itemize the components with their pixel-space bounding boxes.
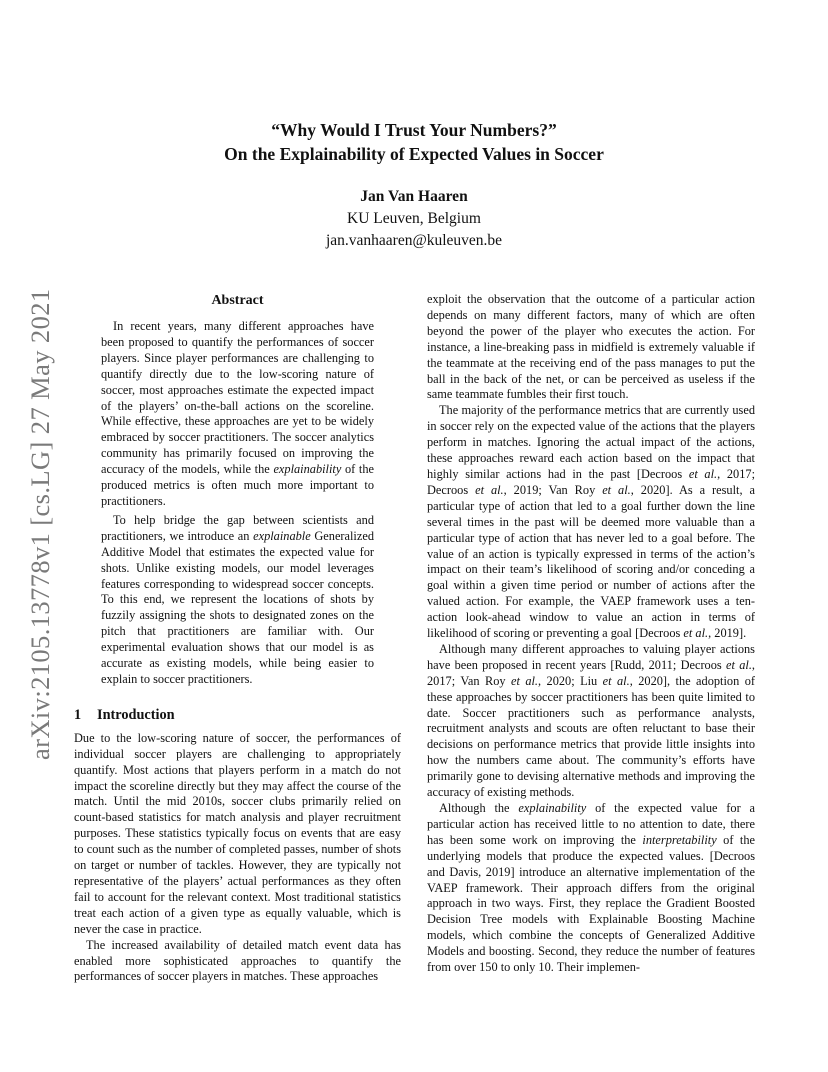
abstract-heading: Abstract [211,293,264,308]
section-title: Introduction [97,706,175,723]
author-affiliation: KU Leuven, Belgium [347,210,481,227]
body-paragraph-1: exploit the observation that the outcome of a particular action depends on many different factors, many of which are often beyond the power of the player who executes the action. For instance, a line-breaking pass in midfield is extremely valuable if the teammate at the receiving end of the pass manages to put the ball in the back of the net, or can be perceived as useless if the same teammate fumbles their first touch. [427,292,755,402]
left-column [74,292,401,985]
body-paragraph-3: Although many different approaches to valuing player actions have been proposed in recent years [Rudd, 2011; Decroos et al., 2017; Van Roy et al., 2020; Liu et al., 2020], the adoption of these approaches by soccer practitioners has been quite limited to date. Soccer practitioners such as performance analysts, recruitment analysts and scouts are often reluctant to base their decisions on performance metrics that provide little insights into how the numbers came about. The community’s efforts have primarily gone to devising alternative methods and improving the accuracy of existing methods. [427,641,755,800]
author-block [74,186,754,252]
body-paragraph-2: The majority of the performance metrics that are currently used in soccer rely on the expected value of the actions that the players perform in matches. Ignoring the actual impact of the actions, these approaches reward each action based on the impact that highly similar actions had in the past [Decroos et al., 2017; Decroos et al., 2019; Van Roy et al., 2020]. As a result, a particular type of action that led to a goal further down the line several times in the past will be deemed more valuable than a particular type of action that has never led to a goal before. The value of an action is typically expressed in terms of the action’s impact on their team’s likelihood of scoring and/or conceding a goal within a given time period or number of actions after the valued action. For example, the VAEP framework uses a ten-action look-ahead window to value an action in terms of likelihood of scoring or preventing a goal [Decroos et al., 2019]. [427,403,756,641]
intro-paragraph-2: The increased availability of detailed match event data has enabled more sophisticated approaches to quantify the performances of soccer players in matches. These approaches [74,937,401,984]
abstract-paragraph-2: To help bridge the gap between scientists and practitioners, we introduce an explainable Generalized Additive Model that estimates the expected value for shots. Unlike existing models, our model leverages features corresponding to widespread soccer concepts. To this end, we represent the locations of shots by fuzzily assigning the shots to designated zones on the pitch that practitioners are familiar with. Our experimental evaluation shows that our model is as accurate as existing models, while being easier to explain to soccer practitioners. [101,512,374,686]
section-number: 1 [74,706,82,723]
abstract-paragraph-1: In recent years, many different approaches have been proposed to quantify the performances of soccer players. Since player performances are challenging to quantify directly due to the low-scoring nature of soccer, most approaches estimate the expected impact of the players’ on-the-ball actions on the scoreline. While effective, these approaches are yet to be widely embraced by soccer practitioners. The soccer analytics community has primarily focused on improving the accuracy of the models, while the explainability of the produced metrics is often much more important to practitioners. [101,319,375,508]
title-line-2: On the Explainability of Expected Values in Soccer [224,144,604,164]
abstract-body [74,319,401,688]
arxiv-stamp: arXiv:2105.13778v1 [cs.LG] 27 May 2021 [25,288,55,760]
right-column [427,292,755,976]
section-heading-introduction [74,706,401,724]
author-name: Jan Van Haaren [360,188,468,205]
title-line-1: “Why Would I Trust Your Numbers?” [271,120,557,140]
intro-paragraph-1: Due to the low-scoring nature of soccer, the performances of individual soccer players are challenging to appropriately quantify. Most actions that players perform in a match do not impact the scoreline directly but they may affect the course of the match. Until the mid 2010s, soccer clubs primarily relied on count-based statistics for match analysis and player recruitment purposes. These statistics typically focus on events that are easy to count such as the number of completed passes, number of shots on target or number of tackles. However, they are typically not representative of the players’ actual performances as they often fail to account for the relevant context. Most traditional statistics treat each action of a given type as equally valuable, which is never the case in practice. [74,730,401,936]
author-email: jan.vanhaaren@kuleuven.be [325,232,503,249]
body-paragraph-4: Although the explainability of the expected value for a particular action has received little to no attention to date, there has been some work on improving the interpretability of the underlying models that produce the expected values. [Decroos and Davis, 2019] introduce an alternative implementation of the VAEP framework. Their approach differs from the original approach in two ways. First, they replace the Gradient Boosted Decision Tree models with Explainable Boosting Machine models, which combine the concepts of Generalized Additive Models and boosting. Second, they reduce the number of features from over 150 to only 10. Their implemen- [427,801,755,975]
paper-title [74,118,754,166]
